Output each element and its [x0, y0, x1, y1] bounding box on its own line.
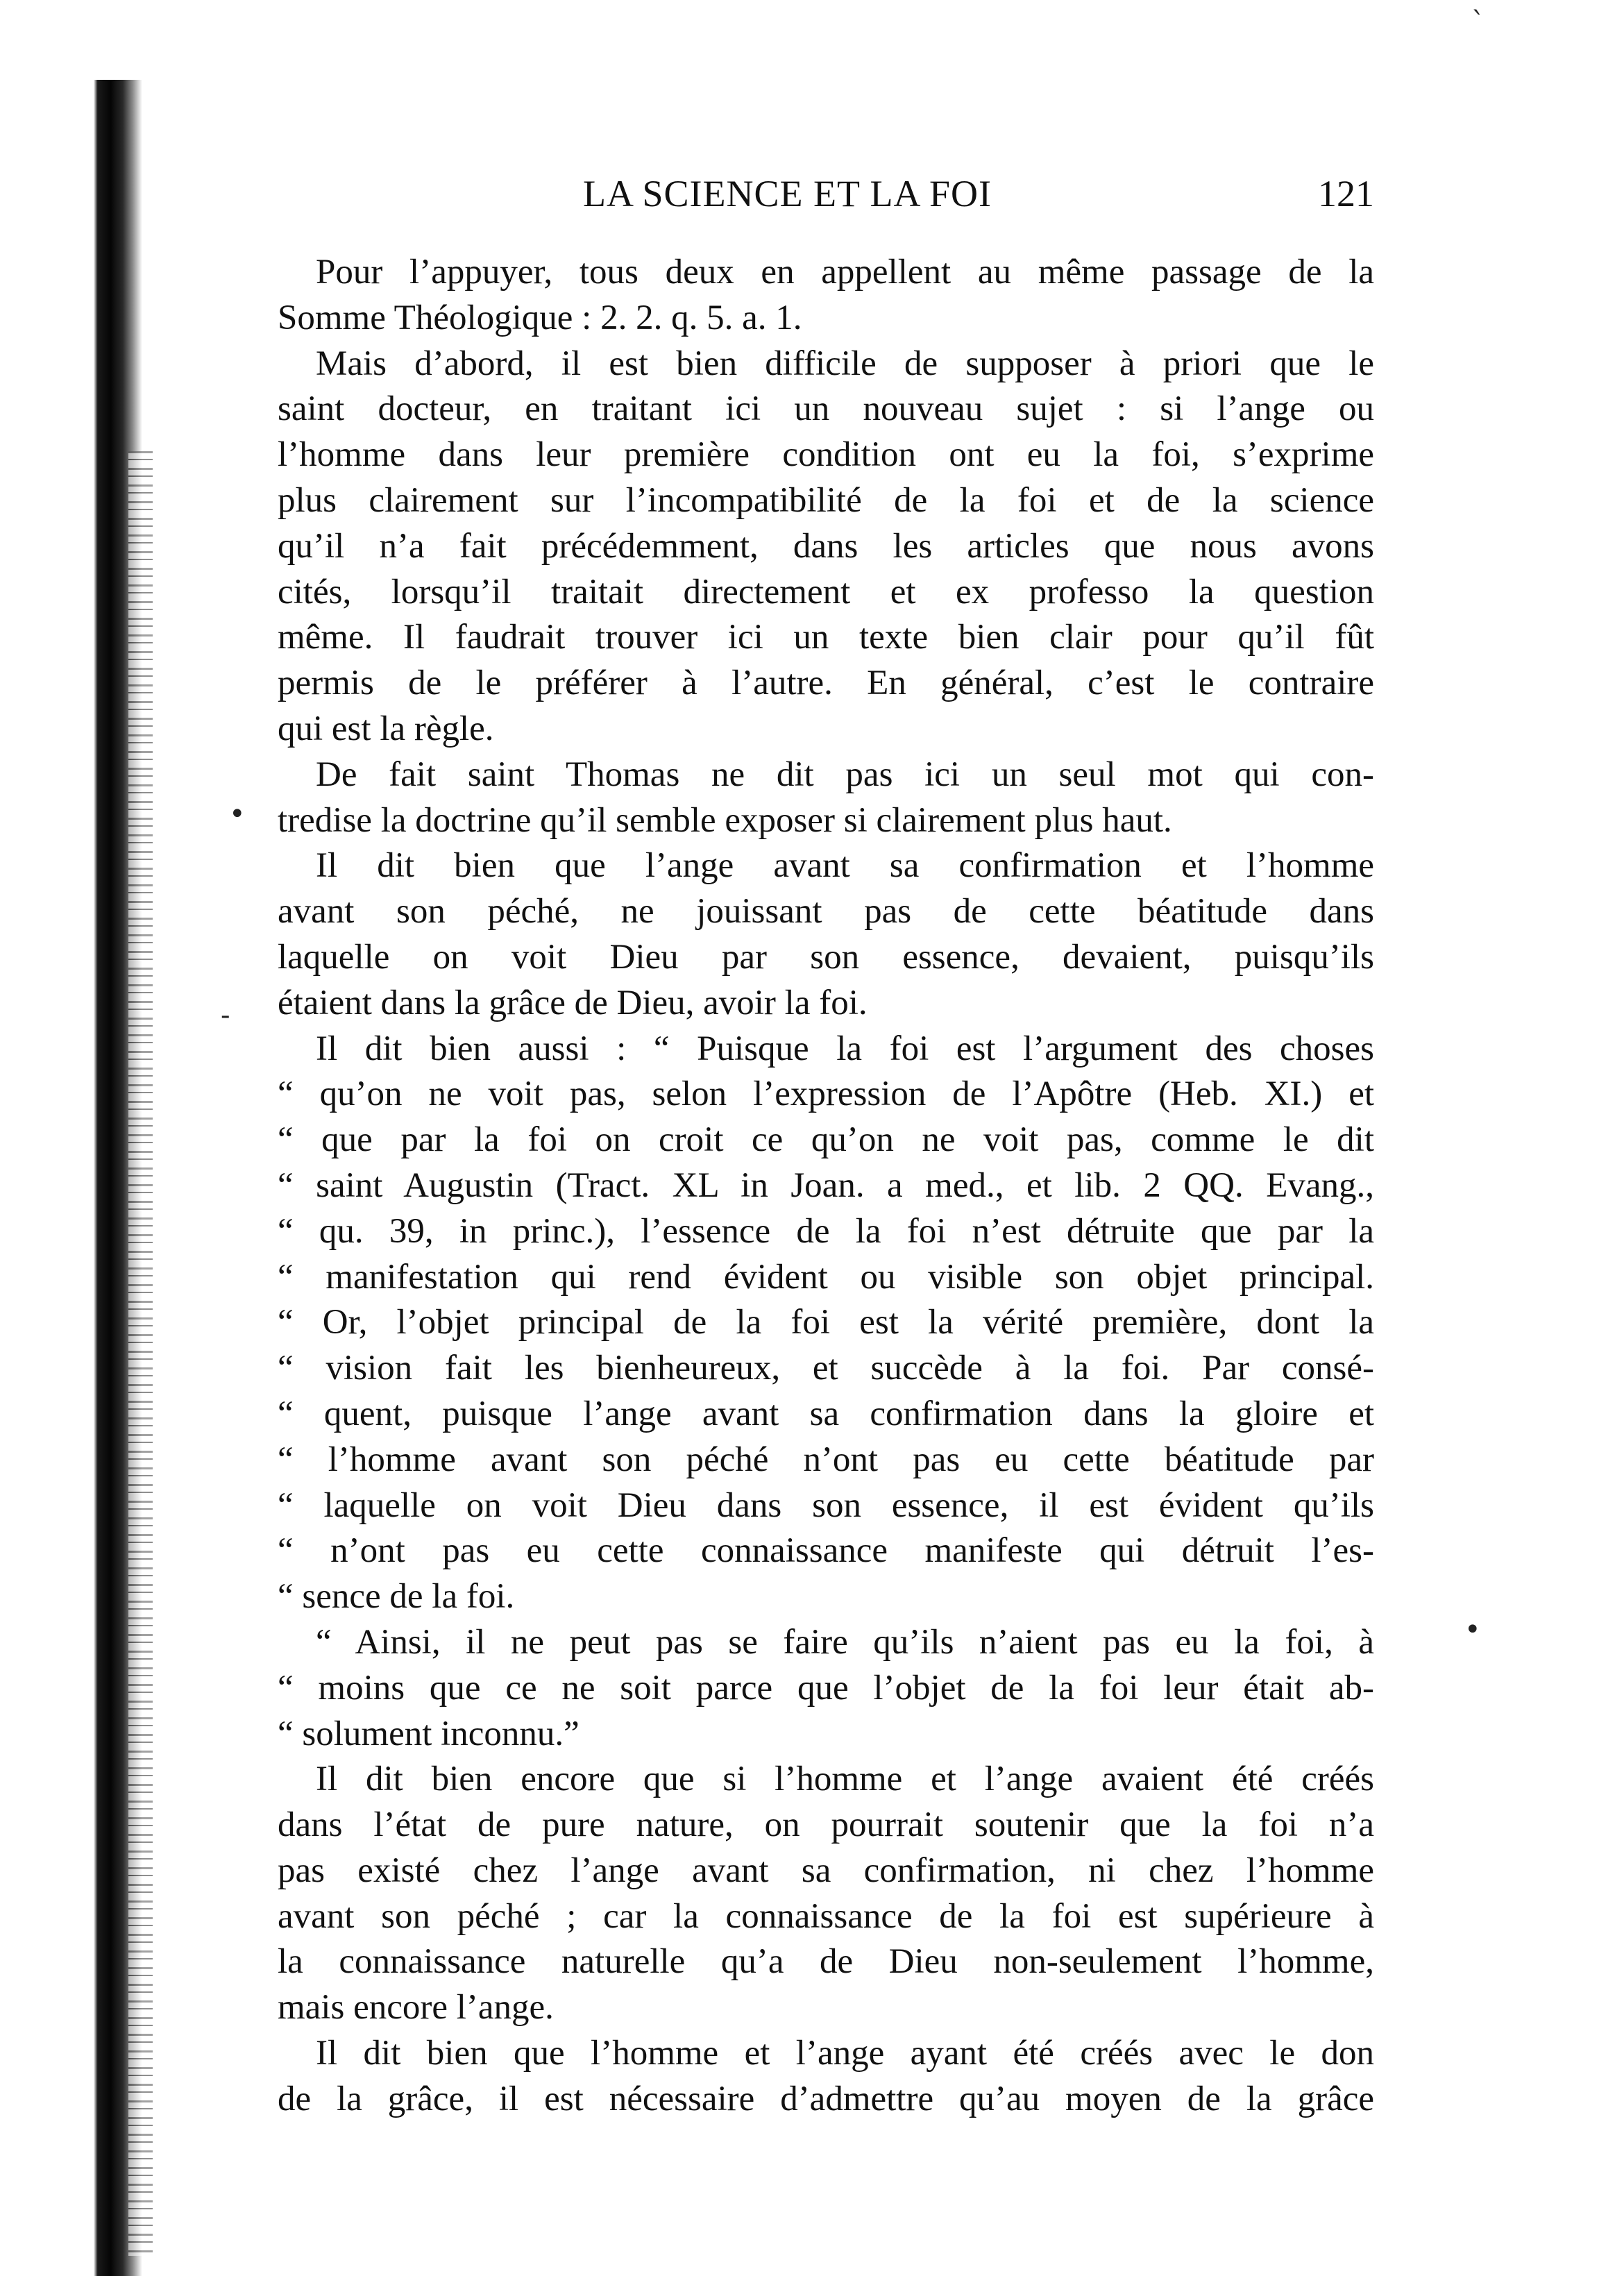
text-line-content: mais encore l’ange.: [278, 1988, 554, 2028]
text-line-content: De fait saint Thomas ne dit pas ici un seul mot qui con-: [316, 755, 1374, 794]
text-line-content: “ Or, l’objet principal de la foi est la vérité première, dont la: [278, 1303, 1374, 1342]
text-line: [278, 1620, 1374, 1666]
margin-mark: ˋ: [1471, 7, 1485, 39]
text-line-content: cités, lorsqu’il traitait directement et ex professo la question: [278, 572, 1374, 612]
text-line-content: avant son péché ; car la connaissance de la foi est supérieure à: [278, 1896, 1374, 1936]
text-line-content: “ moins que ce ne soit parce que l’objet de la foi leur était ab-: [278, 1668, 1374, 1708]
text-line: [278, 1027, 1374, 1072]
text-line-content: permis de le préférer à l’autre. En général, c’est le contraire: [278, 664, 1374, 703]
text-line-content: Somme Théologique : 2. 2. q. 5. a. 1.: [278, 298, 802, 337]
text-line-content: saint docteur, en traitant ici un nouveau sujet : si l’ange ou: [278, 389, 1374, 429]
text-line-content: Il dit bien encore que si l’homme et l’ange avaient été créés: [316, 1760, 1374, 1799]
running-title: LA SCIENCE ET LA FOI: [583, 173, 992, 214]
text-line-content: Pour l’appuyer, tous deux en appellent au même passage de la: [316, 253, 1374, 292]
text-line: [278, 2077, 1374, 2123]
text-line: [278, 1255, 1374, 1301]
text-line-content: “ quent, puisque l’ange avant sa confirmation dans la gloire et: [278, 1394, 1374, 1433]
text-line: [278, 981, 1374, 1027]
text-line-content: plus clairement sur l’incompatibilité de la foi et de la science: [278, 480, 1374, 520]
text-line: [278, 2031, 1374, 2077]
text-line-content: Il dit bien que l’homme et l’ange ayant été créés avec le don: [316, 2034, 1374, 2073]
text-line-content: “ vision fait les bienheureux, et succède à la foi. Par consé-: [278, 1349, 1374, 1388]
text-line-content: tredise la doctrine qu’il semble exposer si clairement plus haut.: [278, 800, 1172, 840]
text-line-content: Il dit bien aussi : “ Puisque la foi est l’argument des choses: [316, 1029, 1374, 1068]
margin-mark: -: [221, 1000, 230, 1031]
text-line-content: “ qu’on ne voit pas, selon l’expression de l’Apôtre (Heb. XI.) et: [278, 1074, 1374, 1114]
text-line-content: la connaissance naturelle qu’a de Dieu non-seulement l’homme,: [278, 1942, 1374, 1982]
text-line: [278, 1528, 1374, 1574]
text-line-content: “ Ainsi, il ne peut pas se faire qu’ils n’aient pas eu la foi, à: [316, 1622, 1374, 1662]
text-line-content: “ solument inconnu.”: [278, 1714, 580, 1753]
text-line-content: Mais d’abord, il est bien difficile de supposer à priori que le: [316, 344, 1374, 383]
text-line: [278, 1894, 1374, 1940]
margin-mark: •: [1464, 1614, 1481, 1646]
text-line-content: dans l’état de pure nature, on pourrait soutenir que la foi n’a: [278, 1805, 1374, 1845]
text-line: [278, 1346, 1374, 1392]
text-line-content: de la grâce, il est nécessaire d’admettre qu’au moyen de la grâce: [278, 2079, 1374, 2118]
text-line: [278, 661, 1374, 707]
text-line: [278, 570, 1374, 616]
text-line: [278, 1438, 1374, 1483]
text-line: [278, 1666, 1374, 1712]
text-line: [278, 752, 1374, 798]
text-line-content: même. Il faudrait trouver ici un texte bien clair pour qu’il fût: [278, 618, 1374, 657]
text-line-content: l’homme dans leur première condition ont eu la foi, s’exprime: [278, 435, 1374, 475]
text-line: [278, 707, 1374, 752]
text-line-content: “ saint Augustin (Tract. XL in Joan. a med., et lib. 2 QQ. Evang.,: [278, 1165, 1374, 1205]
text-line: [278, 1939, 1374, 1985]
text-line: [278, 1209, 1374, 1255]
text-line: [278, 296, 1374, 342]
text-line: [278, 478, 1374, 524]
text-line: [278, 1985, 1374, 2031]
text-line-content: Il dit bien que l’ange avant sa confirmation et l’homme: [316, 846, 1374, 886]
text-line: [278, 1072, 1374, 1118]
text-line-content: laquelle on voit Dieu par son essence, devaient, puisqu’ils: [278, 937, 1374, 977]
text-line: [278, 1392, 1374, 1438]
text-line: [278, 1574, 1374, 1620]
text-line: [278, 1163, 1374, 1209]
text-line: [278, 250, 1374, 296]
text-line-content: qui est la règle.: [278, 709, 494, 748]
spine-speckle: [128, 451, 153, 2256]
text-line-content: “ laquelle on voit Dieu dans son essence, il est évident qu’ils: [278, 1485, 1374, 1525]
text-line: [278, 615, 1374, 661]
text-line: [278, 1300, 1374, 1346]
text-line-content: étaient dans la grâce de Dieu, avoir la foi.: [278, 983, 868, 1022]
text-line-content: pas existé chez l’ange avant sa confirmation, ni chez l’homme: [278, 1851, 1374, 1890]
text-line: [278, 1712, 1374, 1757]
margin-mark: •: [229, 798, 246, 830]
text-line-content: avant son péché, ne jouissant pas de cette béatitude dans: [278, 892, 1374, 932]
text-line: [278, 935, 1374, 981]
text-line-content: “ n’ont pas eu cette connaissance manifeste qui détruit l’es-: [278, 1531, 1374, 1571]
text-line-content: “ que par la foi on croit ce qu’on ne voit pas, comme le dit: [278, 1120, 1374, 1160]
body-text: [278, 250, 1374, 2123]
text-line: [278, 843, 1374, 889]
text-line: [278, 798, 1374, 844]
text-line: [278, 1757, 1374, 1803]
text-line-content: “ sence de la foi.: [278, 1577, 515, 1617]
text-line: [278, 889, 1374, 935]
text-line: [278, 524, 1374, 570]
text-line: [278, 1483, 1374, 1529]
page-number: 121: [1318, 173, 1374, 214]
text-line-content: qu’il n’a fait précédemment, dans les articles que nous avons: [278, 526, 1374, 566]
text-line-content: “ manifestation qui rend évident ou visible son objet principal.: [278, 1257, 1374, 1297]
text-line: [278, 1848, 1374, 1894]
text-line-content: “ qu. 39, in princ.), l’essence de la foi n’est détruite que par la: [278, 1211, 1374, 1251]
text-line-content: “ l’homme avant son péché n’ont pas eu cette béatitude par: [278, 1440, 1374, 1479]
text-line: [278, 387, 1374, 432]
text-line: [278, 1118, 1374, 1163]
text-line: [278, 432, 1374, 478]
text-line: [278, 342, 1374, 387]
page-header: [278, 172, 1374, 221]
text-line: [278, 1803, 1374, 1848]
